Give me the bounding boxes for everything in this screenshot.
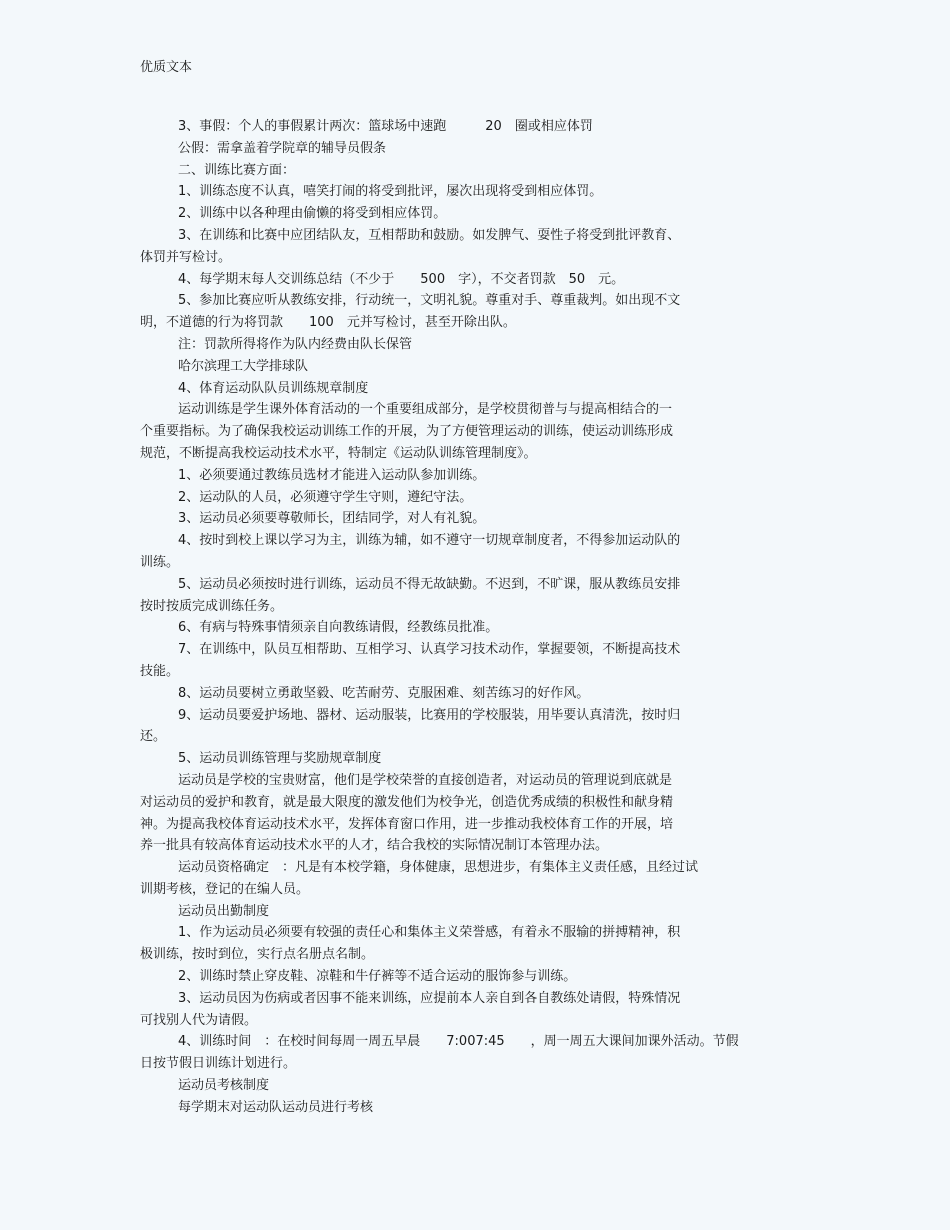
text-line: 4、每学期末每人交训练总结（不少于 500 字），不交者罚款 50 元。 [178,271,625,287]
text-line: 对运动员的爱护和教育，就是最大限度的激发他们为校争光，创造优秀成绩的积极性和献身精 [140,794,674,810]
text-line: 3、运动员必须要尊敬师长，团结同学，对人有礼貌。 [178,511,486,527]
text-line: 可找别人代为请假。 [140,1012,258,1028]
text-line: 4、体育运动队队员训练规章制度 [178,380,369,396]
text-line: 二、训练比赛方面： [178,162,296,178]
text-line: 3、事假：个人的事假累计两次：篮球场中速跑 20 圈或相应体罚 [178,119,593,134]
text-line: 哈尔滨理工大学排球队 [178,358,309,374]
text-line: 每学期末对运动队运动员进行考核 [178,1099,374,1115]
text-line: 技能。 [140,663,180,679]
text-line: 注：罚款所得将作为队内经费由队长保管 [178,336,413,352]
text-line: 6、有病与特殊事情须亲自向教练请假，经教练员批准。 [178,620,499,636]
text-line: 3、在训练和比赛中应团结队友，互相帮助和鼓励。如发脾气、耍性子将受到批评教育、 [178,227,681,243]
text-line: 运动员资格确定 ：凡是有本校学籍，身体健康，思想进步，有集体主义责任感，且经过试 [178,860,699,876]
text-line: 7、在训练中，队员互相帮助、互相学习、认真学习技术动作，掌握要领，不断提高技术 [178,642,681,658]
text-line: 2、训练时禁止穿皮鞋、凉鞋和牛仔裤等不适合运动的服饰参与训练。 [178,969,577,985]
text-line: 4、按时到校上课以学习为主，训练为辅，如不遵守一切规章制度者，不得参加运动队的 [178,533,681,549]
text-line: 训练。 [140,554,180,570]
text-line: 明，不道德的行为将罚款 100 元并写检讨，甚至开除出队。 [140,315,516,331]
text-line: 极训练，按时到位，实行点名册点名制。 [140,947,375,963]
text-line: 3、运动员因为伤病或者因事不能来训练，应提前本人亲自到各自教练处请假，特殊情况 [178,990,681,1006]
text-line: 运动员考核制度 [178,1078,270,1094]
text-line: 体罚并写检讨。 [140,249,232,265]
text-line: 5、参加比赛应听从教练安排，行动统一，文明礼貌。尊重对手、尊重裁判。如出现不文 [178,293,681,309]
text-line: 4、训练时间 ：在校时间每周一周五早晨 7:007:45 ，周一周五大课间加课外活动。节假 [178,1034,739,1050]
text-line: 训期考核，登记的在编人员。 [140,881,310,897]
page-header: 优质文本 [140,60,193,75]
text-line: 1、必须要通过教练员选材才能进入运动队参加训练。 [178,467,486,483]
text-line: 公假：需拿盖着学院章的辅导员假条 [178,140,387,156]
text-line: 规范，不断提高我校运动技术水平，特制定《运动队训练管理制度》。 [140,445,537,461]
text-line: 还。 [140,729,167,745]
text-line: 神。为提高我校体育运动技术水平，发挥体育窗口作用，进一步推动我校体育工作的开展，培 [140,816,674,832]
document-body [140,116,780,1119]
text-line: 日按节假日训练计划进行。 [140,1056,297,1072]
text-line: 养一批具有较高体育运动技术水平的人才，结合我校的实际情况制订本管理办法。 [140,838,609,854]
text-line: 运动训练是学生课外体育活动的一个重要组成部分，是学校贯彻普与与提高相结合的一 [178,402,673,418]
text-line: 1、训练态度不认真，嘻笑打闹的将受到批评，屡次出现将受到相应体罚。 [178,184,603,200]
text-line: 个重要指标。为了确保我校运动训练工作的开展，为了方便管理运动的训练，使运动训练形成 [140,424,674,440]
text-line: 运动员出勤制度 [178,903,270,919]
text-line: 2、运动队的人员，必须遵守学生守则，遵纪守法。 [178,489,473,505]
text-line: 8、运动员要树立勇敢坚毅、吃苦耐劳、克服困难、刻苦练习的好作风。 [178,685,590,701]
text-line: 1、作为运动员必须要有较强的责任心和集体主义荣誉感，有着永不服输的拼搏精神，积 [178,925,681,941]
text-line: 5、运动员必须按时进行训练，运动员不得无故缺勤。不迟到，不旷课，服从教练员安排 [178,576,681,592]
text-line: 9、运动员要爱护场地、器材、运动服装，比赛用的学校服装，用毕要认真清洗，按时归 [178,707,681,723]
text-line: 5、运动员训练管理与奖励规章制度 [178,751,382,767]
text-line: 按时按质完成训练任务。 [140,598,284,614]
text-line: 运动员是学校的宝贵财富，他们是学校荣誉的直接创造者，对运动员的管理说到底就是 [178,772,673,788]
text-line: 2、训练中以各种理由偷懒的将受到相应体罚。 [178,206,447,222]
